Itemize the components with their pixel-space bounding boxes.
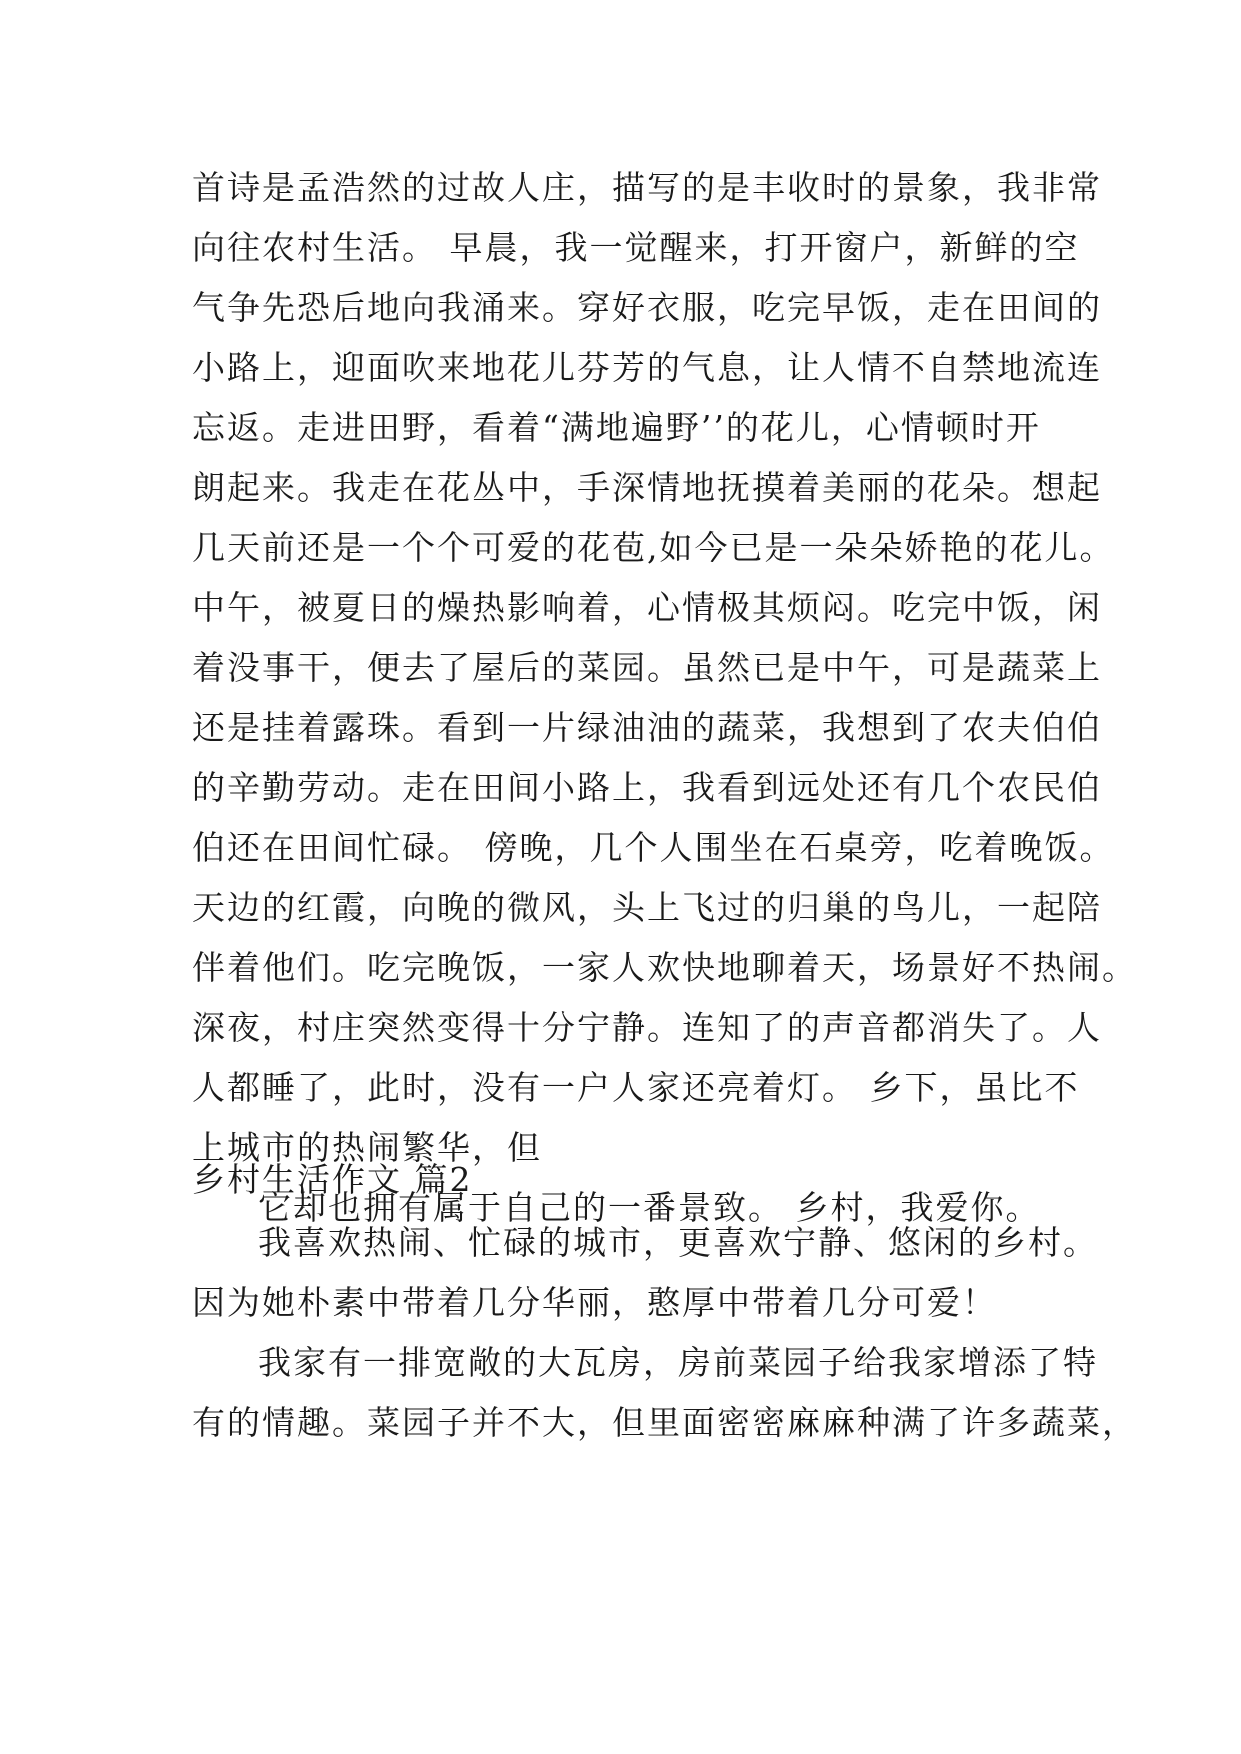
text-line: 人都睡了，此时，没有一户人家还亮着灯。 乡下，虽比不 (192, 1068, 1080, 1107)
text-line: 我家有一排宽敞的大瓦房，房前菜园子给我家增添了特 (258, 1343, 1098, 1382)
essay-paragraph-3 (192, 1333, 1137, 1453)
text-line: 上城市的热闹繁华，但 (192, 1128, 542, 1167)
text-line: 几天前还是一个个可爱的花苞,如今已是一朵朵娇艳的花儿。 (192, 528, 1115, 567)
text-line: 忘返。走进田野，看着“满地遍野’’的花儿，心情顿时开 (192, 408, 1041, 447)
essay-paragraph-1 (192, 158, 1137, 1238)
text-line: 中午，被夏日的燥热影响着，心情极其烦闷。吃完中饭，闲 (192, 588, 1102, 627)
essay-paragraph-2 (192, 1213, 1098, 1333)
text-line: 气争先恐后地向我涌来。穿好衣服，吃完早饭，走在田间的 (192, 288, 1102, 327)
text-line: 朗起来。我走在花丛中，手深情地抚摸着美丽的花朵。想起 (192, 468, 1102, 507)
text-line: 着没事干，便去了屋后的菜园。虽然已是中午，可是蔬菜上 (192, 648, 1102, 687)
text-line: 有的情趣。菜园子并不大，但里面密密麻麻种满了许多蔬菜， (192, 1403, 1137, 1442)
text-line: 伴着他们。吃完晚饭，一家人欢快地聊着天，场景好不热闹。 (192, 948, 1137, 987)
text-line: 的辛勤劳动。走在田间小路上，我看到远处还有几个农民伯 (192, 768, 1102, 807)
text-line: 首诗是孟浩然的过故人庄，描写的是丰收时的景象，我非常 (192, 168, 1102, 207)
text-line: 伯还在田间忙碌。 傍晚，几个人围坐在石桌旁，吃着晚饭。 (192, 828, 1115, 867)
text-line: 我喜欢热闹、忙碌的城市，更喜欢宁静、悠闲的乡村。 (258, 1223, 1098, 1262)
text-line: 深夜，村庄突然变得十分宁静。连知了的声音都消失了。人 (192, 1008, 1102, 1047)
text-line: 天边的红霞，向晚的微风，头上飞过的归巢的鸟儿，一起陪 (192, 888, 1102, 927)
text-line: 小路上，迎面吹来地花儿芬芳的气息，让人情不自禁地流连 (192, 348, 1102, 387)
text-line: 还是挂着露珠。看到一片绿油油的蔬菜，我想到了农夫伯伯 (192, 708, 1102, 747)
paragraph-continuation: 它却也拥有属于自己的一番景致。 乡村，我爱你。 (258, 1188, 1041, 1227)
text-line: 向往农村生活。 早晨，我一觉醒来，打开窗户，新鲜的空 (192, 228, 1080, 267)
text-line: 因为她朴素中带着几分华丽，憨厚中带着几分可爱！ (192, 1283, 997, 1322)
section-heading (192, 1150, 1072, 1210)
section-heading-text: 乡村生活作文 篇2 (192, 1160, 473, 1199)
